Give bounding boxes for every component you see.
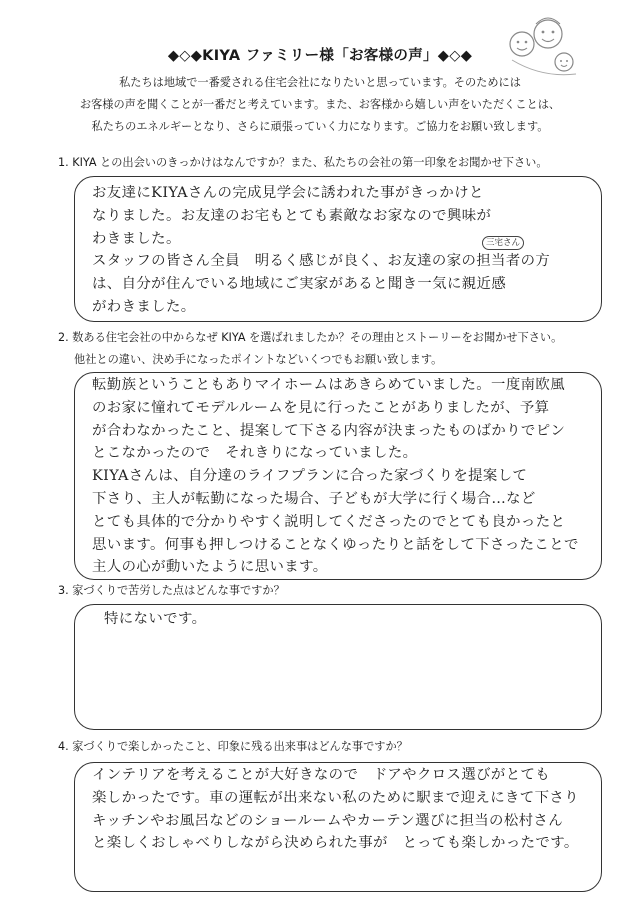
answer-line: 主人の心が動いたように思います。: [92, 559, 328, 576]
question-4: [58, 736, 408, 758]
answer-line: 転勤族ということもありマイホームはあきらめていました。一度南欧風: [92, 377, 566, 393]
question-1: [58, 152, 548, 174]
question-text: 4. 家づくりで楽しかったこと、印象に残る出来事はどんな事ですか？: [58, 740, 408, 753]
answer-line: 思います。何事も押しつけることなくゆったりと話をして下さったことで: [92, 536, 579, 553]
question-text: 他社との違い、決め手になったポイントなどいくつでもお願い致します。: [74, 353, 443, 366]
answer-line: 特にないです。: [104, 611, 207, 627]
answer-line: は、自分が住んでいる地域にご実家があると聞き一気に親近感: [92, 276, 507, 293]
intro-line: お客様の声を聞くことが一番だと考えています。また、お客様から嬉しい声をいただくことは、: [79, 98, 561, 111]
question-3: [58, 580, 285, 602]
page-title: ◆◇◆KIYA ファミリー様「お客様の声」◆◇◆: [167, 48, 473, 64]
question-text: 3. 家づくりで苦労した点はどんな事ですか？: [58, 584, 285, 597]
question-text: 2. 数ある住宅会社の中からなぜ KIYA を選ばれましたか？その理由とストーリーをお聞かせ下さい。: [58, 331, 563, 344]
answer-line: KIYAさんは、自分達のライフプランに合った家づくりを提案して: [92, 468, 528, 485]
answer-line: スタッフの皆さん全員 明るく感じが良く、お友達の家の担当者の方: [92, 253, 551, 270]
question-text: 1. KIYA との出会いのきっかけはなんですか？また、私たちの会社の第一印象をお聞かせ下さい。: [58, 156, 548, 169]
answer-3: [104, 608, 604, 631]
answer-2: [92, 374, 592, 579]
answer-line: インテリアを考えることが大好きなので ドアやクロス選びがとても: [92, 767, 551, 783]
intro-line: 私たちのエネルギーとなり、さらに頑張っていく力になります。ご協力をお願い致します。: [91, 120, 549, 133]
answer-line: お友達にKIYAさんの完成見学会に誘われた事がきっかけと: [92, 185, 484, 201]
answer-line: のお家に憧れてモデルルームを見に行ったことがありましたが、予算: [92, 399, 550, 416]
answer-line: わきました。: [92, 230, 181, 247]
answer-line: 下さり、主人が転勤になった場合、子どもが大学に行く場合…など: [92, 490, 536, 507]
answer-line: と楽しくおしゃべりしながら決められた事が とっても楽しかったです。: [92, 835, 579, 852]
answer-4: [92, 764, 592, 855]
answer-line: がわきました。: [92, 298, 196, 315]
answer-1: [92, 182, 592, 319]
intro-line: 私たちは地域で一番愛される住宅会社になりたいと思っています。そのためには: [119, 76, 521, 89]
answer-line: が合わなかったこと、提案して下さる内容が決まったものばかりでピン: [92, 422, 566, 439]
answer-line: なりました。お友達のお宅もとても素敵なお家なので興味が: [92, 207, 492, 224]
answer-line: 楽しかったです。車の運転が出来ない私のために駅まで迎えにきて下さり: [92, 789, 579, 806]
staff-name-annotation: 三宅さん: [482, 236, 524, 250]
intro-text: [40, 72, 600, 138]
answer-line: キッチンやお風呂などのショールームやカーテン選びに担当の松村さん: [92, 812, 563, 829]
question-2: [58, 327, 562, 371]
answer-line: とても具体的で分かりやすく説明してくださったのでとても良かったと: [92, 513, 566, 530]
answer-line: とこなかったので それきりになっていました。: [92, 445, 418, 462]
